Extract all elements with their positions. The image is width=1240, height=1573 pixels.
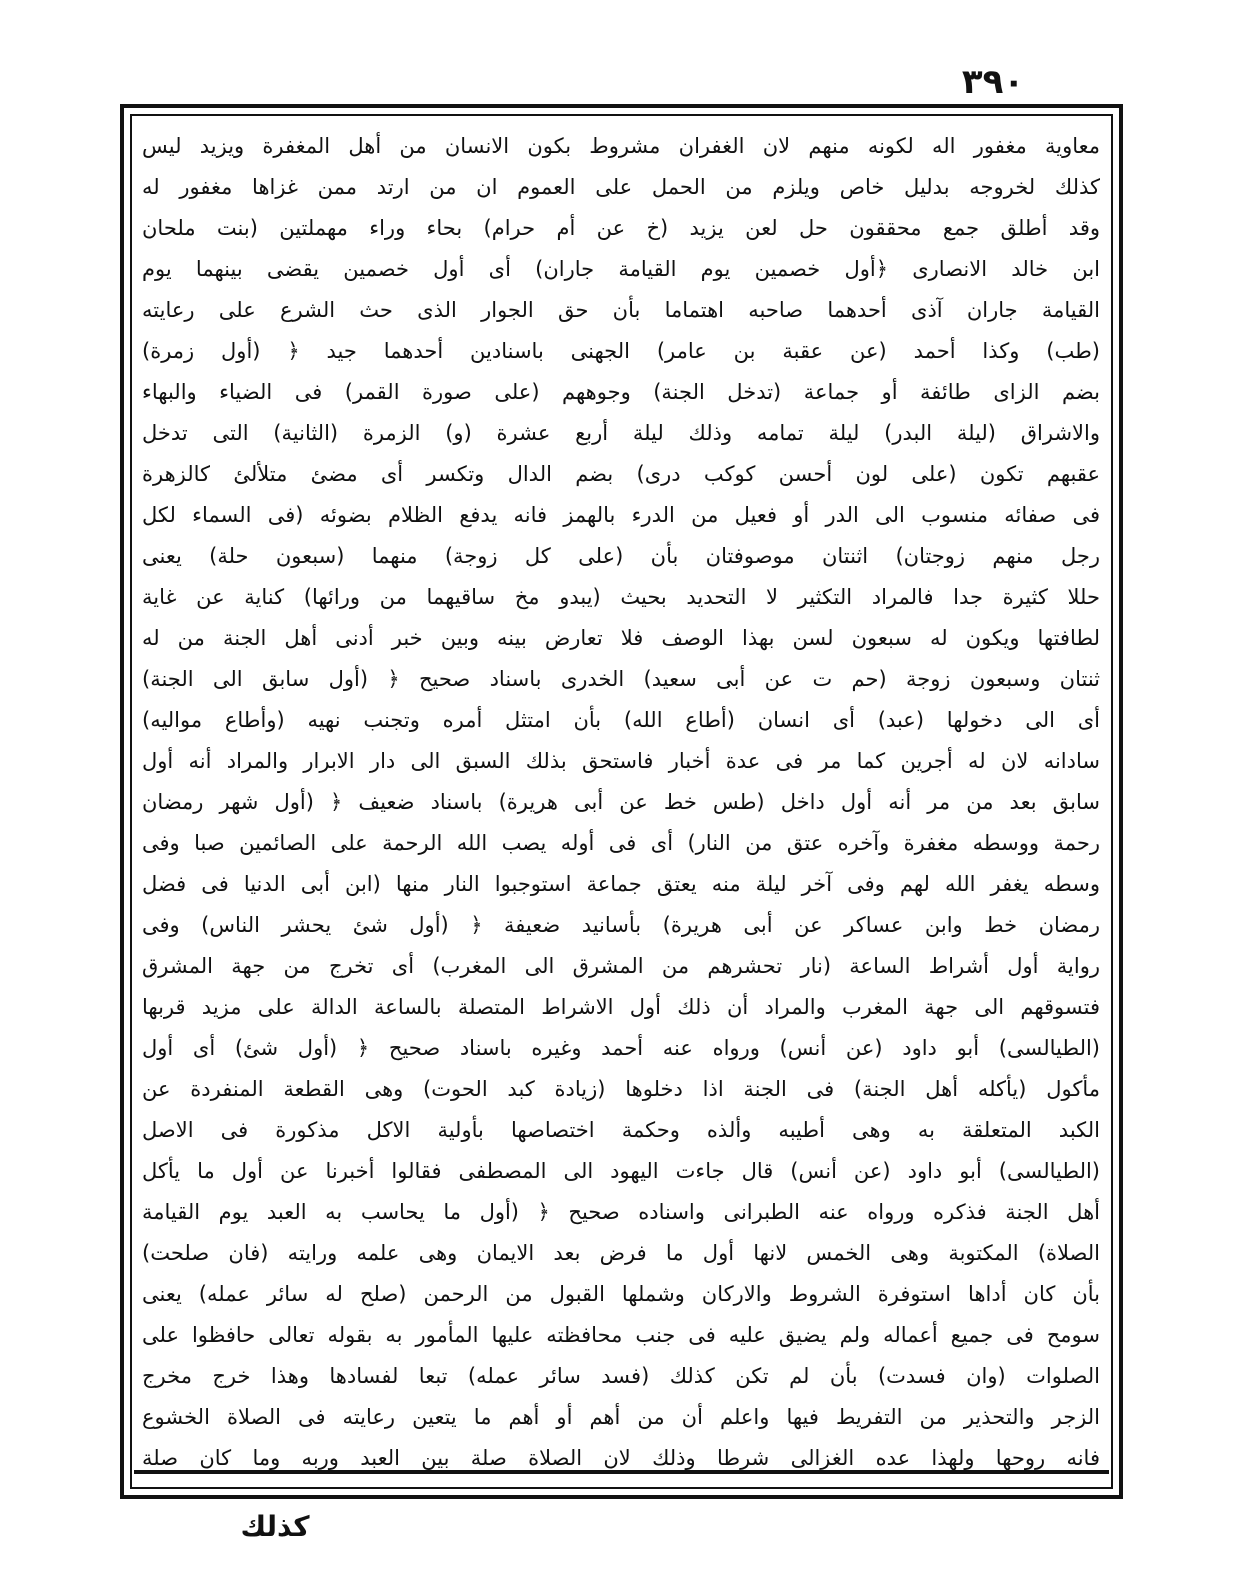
text-line: بضم الزاى طائفة أو جماعة (تدخل الجنة) وجوههم (على صورة القمر) فى الضياء والبهاء	[142, 380, 1100, 404]
text-line: أهل الجنة فذكره ورواه عنه الطبرانى واسناده صحيح ﴿ (أول ما يحاسب به العبد يوم القيامة	[142, 1200, 1100, 1224]
text-line: رمضان خط وابن عساكر عن أبى هريرة) بأسانيد ضعيفة ﴿ (أول شئ يحشر الناس) وفى	[142, 913, 1100, 937]
text-line: سادانه لان له أجرين كما مر فى عدة أخبار فاستحق بذلك السبق الى دار الابرار والمراد أنه أول	[142, 749, 1100, 773]
text-line: الصلاة) المكتوبة وهى الخمس لانها أول ما فرض بعد الايمان وهى علمه ورايته (فان صلحت)	[142, 1241, 1100, 1265]
text-line: حللا كثيرة جدا فالمراد التكثير لا التحديد بحيث (يبدو مخ ساقيهما من ورائها) كناية عن غاية	[142, 585, 1100, 609]
text-line: فانه روحها ولهذا عده الغزالى شرطا وذلك لان الصلاة صلة بين العبد وربه وما كان صلة	[142, 1446, 1100, 1470]
text-line: مأكول (يأكله أهل الجنة) فى الجنة اذا دخلوها (زيادة كبد الحوت) وهى القطعة المنفردة عن	[142, 1077, 1100, 1101]
text-line: أى الى دخولها (عبد) أى انسان (أطاع الله) بأن امتثل أمره وتجنب نهيه (وأطاع مواليه)	[142, 708, 1100, 732]
text-line: (الطيالسى) أبو داود (عن أنس) ورواه عنه أحمد وغيره باسناد صحيح ﴿ (أول شئ) أى أول	[142, 1036, 1100, 1060]
text-line: ثنتان وسبعون زوجة (حم ت عن أبى سعيد) الخدرى باسناد صحيح ﴿ (أول سابق الى الجنة)	[142, 667, 1100, 691]
text-line: لطافتها ويكون له سبعون لسن بهذا الوصف فلا تعارض بينه وبين خبر أدنى أهل الجنة من له	[142, 626, 1100, 650]
text-line: ابن خالد الانصارى ﴿أول خصمين يوم القيامة جاران) أى أول خصمين يقضى بينهما يوم	[142, 257, 1100, 281]
text-line: سابق بعد من مر أنه أول داخل (طس خط عن أبى هريرة) باسناد ضعيف ﴿ (أول شهر رمضان	[142, 790, 1100, 814]
text-line: سومح فى جميع أعماله ولم يضيق عليه فى جنب محافظته عليها المأمور به بقوله تعالى حافظوا على	[142, 1323, 1100, 1347]
text-line: معاوية مغفور اله لكونه منهم لان الغفران مشروط بكون الانسان من أهل المغفرة ويزيد ليس	[142, 134, 1100, 158]
text-line: (الطيالسى) أبو داود (عن أنس) قال جاءت اليهود الى المصطفى فقالوا أخبرنا عن أول ما يأكل	[142, 1159, 1100, 1183]
text-line: والاشراق (ليلة البدر) ليلة تمامه وذلك ليلة أربع عشرة (و) الزمرة (الثانية) التى تدخل	[142, 421, 1100, 445]
catchword: كذلك	[240, 1510, 310, 1543]
text-line: عقبهم تكون (على لون أحسن كوكب درى) بضم الدال وتكسر أى مضئ متلألئ كالزهرة	[142, 462, 1100, 486]
text-line: الكبد المتعلقة به وهى أطيبه وألذه وحكمة اختصاصها بأولية الاكل مذكورة فى الاصل	[142, 1118, 1100, 1142]
text-line: بأن كان أداها استوفرة الشروط والاركان وشملها القبول من الرحمن (صلح له سائر عمله) يعنى	[142, 1282, 1100, 1306]
text-line: (طب) وكذا أحمد (عن عقبة بن عامر) الجهنى باسنادين أحدهما جيد ﴿ (أول زمرة)	[142, 339, 1100, 363]
text-line: وسطه يغفر الله لهم وفى آخر ليلة منه يعتق جماعة استوجبوا النار منها (ابن أبى الدنيا فى فضل	[142, 872, 1100, 896]
text-line: رحمة ووسطه مغفرة وآخره عتق من النار) أى فى أوله يصب الله الرحمة على الصائمين صبا وفى	[142, 831, 1100, 855]
text-line: الصلوات (وان فسدت) بأن لم تكن كذلك (فسد سائر عمله) تبعا لفسادها وهذا خرج مخرج	[142, 1364, 1100, 1388]
text-line: فى صفائه منسوب الى الدر أو فعيل من الدرء بالهمز فانه يدفع الظلام بضوئه (فى السماء لكل	[142, 503, 1100, 527]
text-line: كذلك لخروجه بدليل خاص ويلزم من الحمل على العموم ان من ارتد ممن غزاها مغفور له	[142, 175, 1100, 199]
text-line: فتسوقهم الى جهة المغرب والمراد أن ذلك أول الاشراط المتصلة بالساعة الدالة على مزيد قربها	[142, 995, 1100, 1019]
text-line: الزجر والتحذير من التفريط فيها واعلم أن من أهم أو أهم ما يتعين رعايته فى الصلاة الخشوع	[142, 1405, 1100, 1429]
text-line: رجل منهم زوجتان) اثنتان موصوفتان بأن (على كل زوجة) منهما (سبعون حلة) يعنى	[142, 544, 1100, 568]
main-text-block	[142, 126, 1100, 1478]
text-line: القيامة جاران آذى أحدهما صاحبه اهتماما بأن حق الجوار الذى حث الشرع على رعايته	[142, 298, 1100, 322]
text-line: رواية أول أشراط الساعة (نار تحشرهم من المشرق الى المغرب) أى تخرج من جهة المشرق	[142, 954, 1100, 978]
text-line: وقد أطلق جمع محققون حل لعن يزيد (خ عن أم حرام) بحاء وراء مهملتين (بنت ملحان	[142, 216, 1100, 240]
page-number: ٣٩٠	[961, 62, 1025, 102]
bottom-rule	[134, 1470, 1109, 1474]
